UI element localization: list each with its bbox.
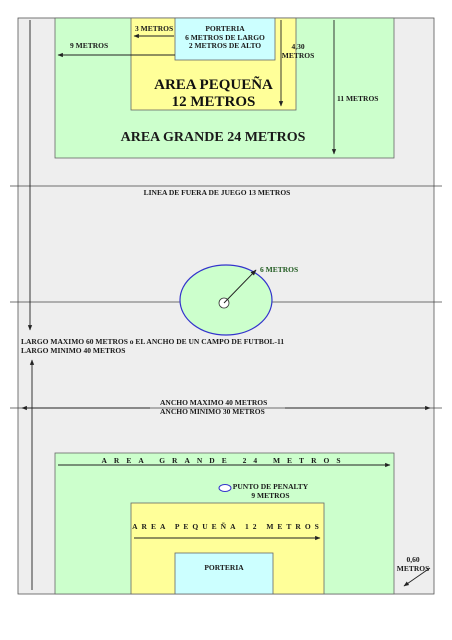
top-goal-length: 6 METROS DE LARGO <box>185 32 265 42</box>
top-goal-height: 2 METROS DE ALTO <box>188 41 262 51</box>
label-length-min: LARGO MINIMO 40 METROS <box>21 345 126 355</box>
label-offside: LINEA DE FUERA DE JUEGO 13 METROS <box>143 188 291 197</box>
top-small-area-title: AREA PEQUEÑA <box>154 77 273 93</box>
label-penalty-distance: 9 METROS <box>251 490 290 500</box>
label-4-30-value: 4,30 <box>291 42 305 51</box>
bottom-small-area-label: AREA PEQUEÑA 12 METROS <box>132 522 323 531</box>
bottom-large-area-label: AREA GRANDE 24 METROS <box>101 456 348 465</box>
label-11-metros: 11 METROS <box>337 94 379 103</box>
bottom-goal <box>175 553 273 594</box>
label-3-metros: 3 METROS <box>135 24 174 33</box>
label-4-30 <box>280 43 316 60</box>
label-4-30-unit: METROS <box>281 50 315 60</box>
label-9-metros: 9 METROS <box>70 41 109 50</box>
label-0-60-value: 0,60 <box>406 555 420 564</box>
label-width-min: ANCHO MINIMO 30 METROS <box>160 406 265 416</box>
label-0-60-unit: METROS <box>396 563 430 573</box>
label-length <box>21 338 284 355</box>
bottom-goal-label: PORTERIA <box>204 563 244 572</box>
top-small-area-label <box>131 77 296 112</box>
label-penalty-spot: PUNTO DE PENALTY <box>232 482 309 491</box>
top-goal-title: PORTERIA <box>205 24 245 33</box>
label-width-max: ANCHO MAXIMO 40 METROS <box>160 398 268 407</box>
label-penalty <box>228 483 313 500</box>
top-large-area-label: AREA GRANDE 24 METROS <box>120 130 306 145</box>
label-circle-radius: 6 METROS <box>260 265 299 274</box>
label-top-goal <box>176 25 274 51</box>
label-width <box>160 399 267 416</box>
label-0-60 <box>395 556 431 573</box>
top-small-area-size: 12 METROS <box>171 94 256 111</box>
label-length-max: LARGO MAXIMO 60 METROS o EL ANCHO DE UN CAMPO DE FUTBOL-11 <box>21 337 285 346</box>
